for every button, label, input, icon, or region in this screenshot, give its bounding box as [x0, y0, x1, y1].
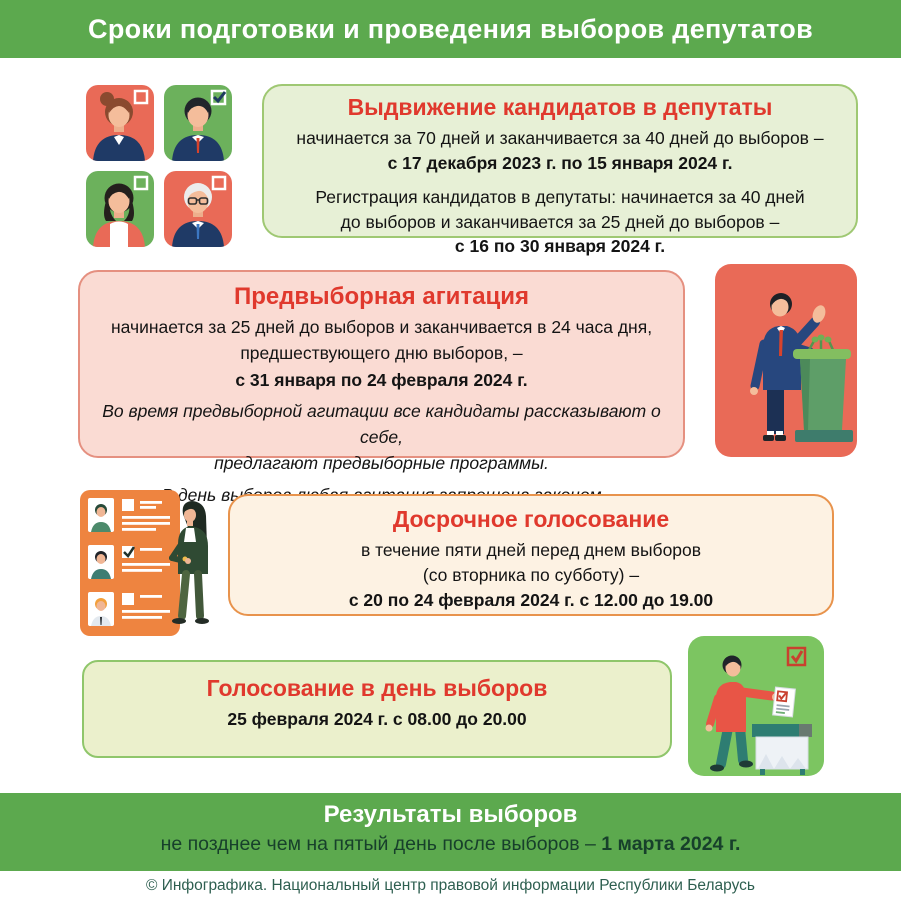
- header-band: [0, 0, 901, 58]
- nomination-line-3: Регистрация кандидатов в депутаты: начинается за 40 дней: [315, 186, 805, 207]
- early-voting-box: [228, 494, 834, 616]
- candidate-avatars-illustration: [86, 85, 232, 247]
- avatar-elderly-man-icon: [164, 171, 232, 247]
- page-title: Сроки подготовки и проведения выборов депутатов: [88, 13, 813, 44]
- early-voting-line-2: (со вторника по субботу) –: [422, 564, 640, 585]
- results-date-bold: 1 марта 2024 г.: [601, 833, 741, 855]
- avatar-woman-cardigan-icon: [86, 171, 154, 247]
- early-voting-title: Досрочное голосование: [392, 506, 670, 532]
- avatar-card-1: [86, 85, 154, 161]
- avatar-card-2: [164, 85, 232, 161]
- campaign-box: [78, 270, 685, 505]
- avatar-card-4: [164, 171, 232, 247]
- results-line: [0, 833, 901, 856]
- campaign-note-3: день: [177, 484, 217, 505]
- candidate-poster-icon: [78, 484, 223, 642]
- nomination-box: [262, 84, 858, 257]
- results-title: Результаты выборов: [323, 801, 578, 828]
- copyright-text: © Инфографика. Национальный центр правовой информации Республики Беларусь: [145, 877, 756, 894]
- campaign-line-3: с 31 января по 24 февраля 2024 г.: [235, 369, 528, 390]
- poster-illustration: [78, 484, 223, 642]
- campaign-line-2: предшествующего дню выборов, –: [240, 343, 523, 364]
- avatar-man-checked-icon: [164, 85, 232, 161]
- campaign-title: Предвыборная агитация: [233, 283, 530, 310]
- avatar-woman-bun-icon: [86, 85, 154, 161]
- early-voting-line-3: с 20 по 24 февраля 2024 г. с 12.00 до 19.00: [348, 589, 714, 610]
- election-day-line-1: 25 февраля 2024 г. с 08.00 до 20.00: [227, 709, 527, 729]
- results-line-text: не позднее чем на пятый день после выборов –: [160, 833, 602, 855]
- campaign-note-1: Во время предвыборной агитации все кандидаты рассказывают о себе,: [102, 400, 661, 447]
- nomination-line-1: начинается за 70 дней и заканчивается за 40 дней до выборов –: [296, 128, 824, 148]
- ballot-card: [688, 636, 824, 776]
- results-band: [0, 793, 901, 871]
- campaign-line-1: начинается за 25 дней до выборов и заканчивается в 24 часа дня,: [110, 317, 653, 337]
- election-day-box: [82, 660, 672, 758]
- nomination-line-2: с 17 декабря 2023 г. по 15 января 2024 г.: [387, 152, 733, 173]
- early-voting-line-1: в течение пяти дней перед днем выборов: [360, 540, 702, 560]
- election-day-title: Голосование в день выборов: [206, 675, 548, 701]
- nomination-line-4: до выборов и заканчивается за 25 дней до выборов –: [340, 211, 780, 232]
- voter-at-ballot-box-icon: [688, 636, 824, 776]
- nomination-line-5: с 16 по 30 января 2024 г.: [454, 236, 666, 257]
- campaign-note-2: предлагают предвыборные программы.: [214, 453, 549, 474]
- avatar-card-3: [86, 171, 154, 247]
- speaker-at-podium-icon: [715, 264, 857, 457]
- speaker-card: [715, 264, 857, 457]
- nomination-title: Выдвижение кандидатов в депутаты: [347, 94, 773, 120]
